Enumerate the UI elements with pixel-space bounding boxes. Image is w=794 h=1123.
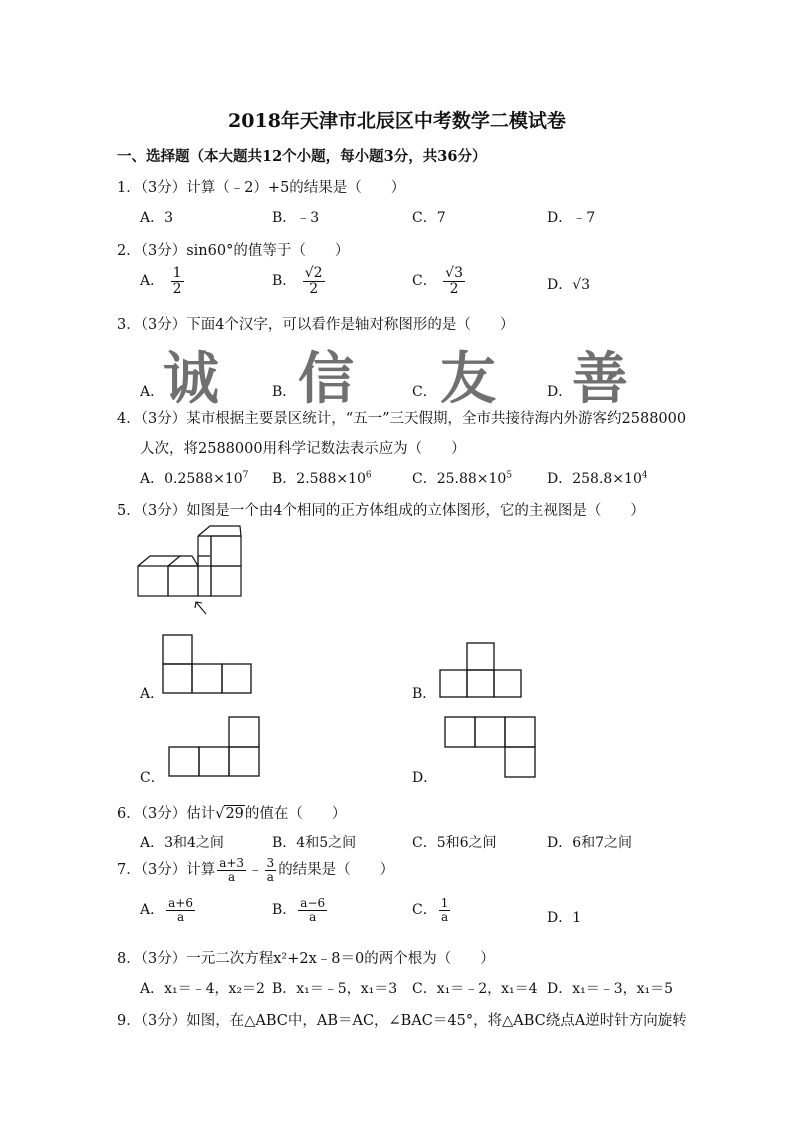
q4-option-a [140, 468, 248, 488]
q8-option-b: B．x₁＝﹣5，x₁＝3 [272, 981, 398, 997]
q5-option-d-figure [444, 716, 538, 780]
fraction-denominator: a [176, 909, 185, 924]
q3-char-shan: 善 [572, 347, 628, 412]
q7-b-fraction [298, 897, 327, 923]
q2-b-fraction [303, 266, 325, 296]
question-3-stem: 3．（3分）下面4个汉字，可以看作是轴对称图形的是（ ） [117, 317, 515, 333]
section-heading: 一、选择题（本大题共12个小题，每小题3分，共36分） [117, 148, 487, 165]
q7-a-fraction [166, 897, 195, 923]
q4-b-text: B．2.588×10 [272, 471, 366, 487]
q3-option-c: C． [412, 384, 437, 400]
q3-char-you: 友 [440, 347, 496, 412]
q7-option-c [412, 897, 452, 923]
q7-b-label: B． [272, 902, 297, 919]
fraction-numerator: 1 [440, 896, 449, 910]
question-8-stem: 8．（3分）一元二次方程x²+2x﹣8＝0的两个根为（ ） [117, 951, 495, 967]
fraction-numerator: 1 [172, 265, 182, 281]
q5-option-a: A． [140, 686, 165, 702]
q7-stem-prefix: 7．（3分）计算 [117, 862, 216, 879]
fraction-denominator: 2 [309, 280, 319, 297]
q7-c-label: C． [412, 902, 437, 919]
q4-c-exponent: 5 [506, 470, 513, 481]
fraction-numerator: a+6 [168, 896, 193, 910]
q4-option-b [272, 468, 372, 488]
q6-stem-prefix: 6．（3分）估计 [117, 806, 216, 822]
q8-option-d: D．x₁＝﹣3，x₁＝5 [547, 981, 674, 997]
q1-option-a: A．3 [140, 210, 174, 226]
q2-a-fraction [171, 266, 184, 296]
q4-b-exponent: 6 [365, 470, 372, 481]
q2-c-fraction [443, 266, 465, 296]
q7-c-fraction [439, 897, 451, 923]
fraction-denominator: 2 [449, 280, 459, 297]
question-5-stem: 5．（3分）如图是一个由4个相同的正方体组成的立体图形，它的主视图是（ ） [117, 503, 645, 519]
page-title: 2018年天津市北辰区中考数学二模试卷 [228, 110, 566, 132]
q7-minus: ﹣ [248, 862, 263, 879]
q4-a-text: A．0.2588×10 [140, 471, 243, 487]
q6-stem-suffix: 的值在（ ） [244, 806, 347, 822]
fraction-denominator: 2 [172, 280, 182, 297]
question-4-stem-line1: 4．（3分）某市根据主要景区统计，“五一”三天假期，全市共接待海内外游客约2588000 [117, 411, 687, 427]
q2-c-label: C． [412, 273, 437, 290]
fraction-denominator: a [440, 909, 449, 924]
q4-option-c [412, 468, 512, 488]
q4-option-d [547, 468, 648, 488]
q3-char-xin: 信 [298, 347, 354, 412]
question-4-stem-line2: 人次，将2588000用科学记数法表示应为（ ） [140, 441, 466, 457]
q7-stem-suffix: 的结果是（ ） [278, 862, 395, 879]
q7-option-a [140, 897, 197, 923]
q5-option-d: D． [412, 770, 438, 786]
question-6-stem [117, 802, 346, 823]
q7-fraction-2 [265, 857, 277, 883]
q3-char-cheng: 诚 [163, 347, 219, 412]
q3-option-a: A． [140, 384, 165, 400]
q4-c-text: C．25.88×10 [412, 471, 507, 487]
q1-option-c: C．7 [412, 210, 446, 226]
q4-a-exponent: 7 [242, 470, 249, 481]
q3-option-b: B． [272, 384, 297, 400]
question-7-stem [117, 857, 394, 883]
q2-option-b [272, 266, 327, 296]
q5-option-c-figure [168, 716, 262, 778]
q4-d-exponent: 4 [641, 470, 648, 481]
fraction-denominator: a [266, 869, 274, 884]
q6-option-a: A．3和4之间 [140, 835, 224, 851]
question-2-stem: 2．（3分）sin60°的值等于（ ） [117, 243, 350, 259]
question-1-stem: 1．（3分）计算（﹣2）+5的结果是（ ） [117, 180, 406, 196]
q2-option-c [412, 266, 467, 296]
q7-fraction-1 [217, 857, 246, 883]
fraction-numerator: a−6 [300, 896, 326, 910]
q2-option-d: D．√3 [547, 277, 591, 293]
q8-option-c: C．x₁＝﹣2，x₁＝4 [412, 981, 538, 997]
q1-option-b: B．﹣3 [272, 210, 320, 226]
q5-option-b: B． [412, 686, 437, 702]
fraction-denominator: a [228, 869, 236, 884]
q4-d-text: D．258.8×10 [547, 471, 642, 487]
fraction-denominator: a [309, 909, 317, 924]
q5-option-c: C． [140, 770, 165, 786]
q7-option-b [272, 897, 329, 923]
fraction-numerator: √3 [445, 265, 463, 281]
q6-radicand: 29 [225, 806, 244, 822]
q6-option-b: B．4和5之间 [272, 835, 357, 851]
fraction-numerator: a+3 [219, 856, 245, 870]
q2-b-label: B． [272, 273, 297, 290]
q2-option-a [140, 266, 186, 296]
q1-option-d: D．﹣7 [547, 210, 596, 226]
q3-option-d: D． [547, 384, 573, 400]
q7-a-label: A． [140, 902, 165, 919]
q6-option-c: C．5和6之间 [412, 835, 497, 851]
question-9-stem: 9．（3分）如图，在△ABC中，AB＝AC，∠BAC＝45°，将△ABC绕点A逆时针方向旋转 [117, 1013, 687, 1029]
q5-option-b-figure [439, 642, 523, 698]
radical-sign: √ [215, 806, 225, 822]
fraction-numerator: √2 [304, 265, 323, 281]
q6-option-d: D．6和7之间 [547, 835, 633, 851]
q5-3d-figure [136, 528, 246, 618]
q5-option-a-figure [162, 634, 254, 696]
q7-option-d: D．1 [547, 910, 582, 926]
fraction-numerator: 3 [266, 856, 275, 870]
q2-a-label: A． [140, 273, 165, 290]
q8-option-a: A．x₁＝﹣4，x₂＝2 [140, 981, 265, 997]
